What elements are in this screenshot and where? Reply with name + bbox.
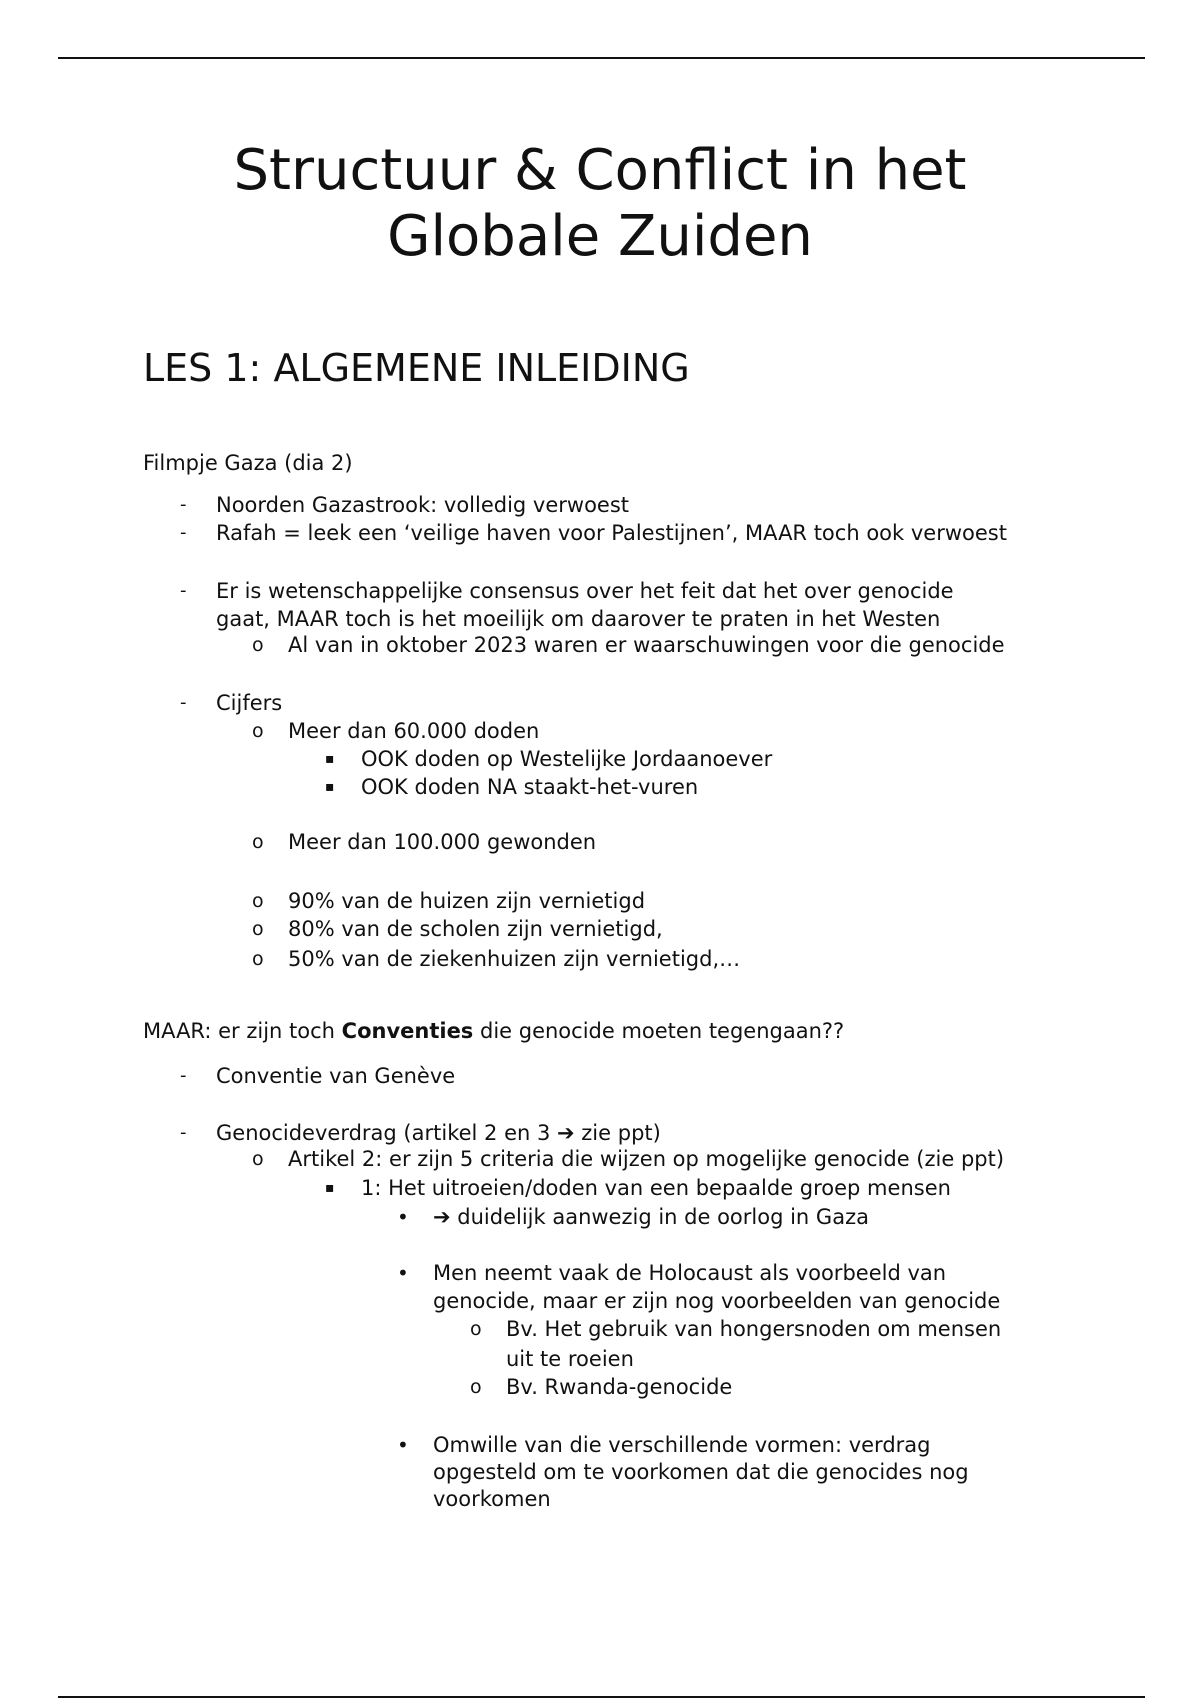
- omwille-line-1: Omwille van die verschillende vormen: verdrag: [433, 1433, 931, 1457]
- circle-marker: o: [252, 1148, 264, 1170]
- list-item-noorden: Noorden Gazastrook: volledig verwoest: [216, 493, 630, 517]
- circle-marker: o: [252, 918, 264, 940]
- omwille-line-2: opgesteld om te voorkomen dat die genocides nog: [433, 1460, 969, 1484]
- dash-marker: -: [180, 1122, 187, 1143]
- maar-bold: Conventies: [341, 1019, 474, 1043]
- genocideverdrag-label: Genocideverdrag (artikel 2 en 3 ➔ zie ppt): [216, 1121, 661, 1145]
- header-rule: [58, 57, 1145, 59]
- document-title: [0, 138, 1200, 270]
- consensus-line-1: Er is wetenschappelijke consensus over het feit dat het over genocide: [216, 579, 954, 603]
- doden-sub-2: OOK doden NA staakt-het-vuren: [361, 775, 699, 799]
- title-line-2: Globale Zuiden: [387, 204, 813, 269]
- circle-marker: o: [470, 1318, 482, 1340]
- maar-prefix: MAAR: er zijn toch: [143, 1019, 342, 1043]
- artikel-2: Artikel 2: er zijn 5 criteria die wijzen op mogelijke genocide (zie ppt): [288, 1147, 1005, 1171]
- omwille-line-3: voorkomen: [433, 1487, 551, 1511]
- holocaust-line-2: genocide, maar er zijn nog voorbeelden van genocide: [433, 1289, 1001, 1313]
- circle-marker: o: [252, 948, 264, 970]
- circle-marker: o: [252, 720, 264, 742]
- section-heading: LES 1: ALGEMENE INLEIDING: [143, 346, 690, 390]
- cijfers-label: Cijfers: [216, 691, 283, 715]
- bv-rwanda: Bv. Rwanda-genocide: [506, 1375, 733, 1399]
- circle-marker: o: [252, 634, 264, 656]
- holocaust-line-1: Men neemt vaak de Holocaust als voorbeeld van: [433, 1261, 947, 1285]
- circle-marker: o: [252, 831, 264, 853]
- bullet-marker: •: [397, 1433, 409, 1457]
- dash-marker: -: [180, 692, 187, 713]
- conventie-geneve: Conventie van Genève: [216, 1064, 456, 1088]
- bv-hongersnoden-line-2: uit te roeien: [506, 1347, 634, 1371]
- vernietigd-scholen: 80% van de scholen zijn vernietigd,: [288, 917, 663, 941]
- bullet-marker: •: [397, 1205, 409, 1229]
- circle-marker: o: [470, 1376, 482, 1398]
- square-marker: ▪: [325, 1180, 335, 1196]
- dash-marker: -: [180, 494, 187, 515]
- footer-rule: [58, 1696, 1145, 1698]
- intro-text: Filmpje Gaza (dia 2): [143, 451, 353, 475]
- vernietigd-huizen: 90% van de huizen zijn vernietigd: [288, 889, 646, 913]
- vernietigd-ziekenhuizen: 50% van de ziekenhuizen zijn vernietigd,…: [288, 947, 741, 971]
- aanwezig-gaza: ➔ duidelijk aanwezig in de oorlog in Gaza: [433, 1205, 869, 1229]
- consensus-line-2: gaat, MAAR toch is het moeilijk om daarover te praten in het Westen: [216, 607, 941, 631]
- title-line-1: Structuur & Conflict in het: [233, 138, 967, 203]
- criterium-1: 1: Het uitroeien/doden van een bepaalde groep mensen: [361, 1176, 951, 1200]
- square-marker: ▪: [325, 779, 335, 795]
- circle-marker: o: [252, 890, 264, 912]
- dash-marker: -: [180, 580, 187, 601]
- square-marker: ▪: [325, 751, 335, 767]
- cijfers-doden: Meer dan 60.000 doden: [288, 719, 540, 743]
- dash-marker: -: [180, 1065, 187, 1086]
- dash-marker: -: [180, 522, 187, 543]
- cijfers-gewonden: Meer dan 100.000 gewonden: [288, 830, 597, 854]
- maar-paragraph: [143, 1018, 844, 1044]
- bv-hongersnoden-line-1: Bv. Het gebruik van hongersnoden om mensen: [506, 1317, 1002, 1341]
- maar-suffix: die genocide moeten tegengaan??: [473, 1019, 845, 1043]
- doden-sub-1: OOK doden op Westelijke Jordaanoever: [361, 747, 773, 771]
- list-item-rafah: Rafah = leek een ‘veilige haven voor Palestijnen’, MAAR toch ook verwoest: [216, 521, 1007, 545]
- consensus-sub: Al van in oktober 2023 waren er waarschuwingen voor die genocide: [288, 633, 1005, 657]
- bullet-marker: •: [397, 1261, 409, 1285]
